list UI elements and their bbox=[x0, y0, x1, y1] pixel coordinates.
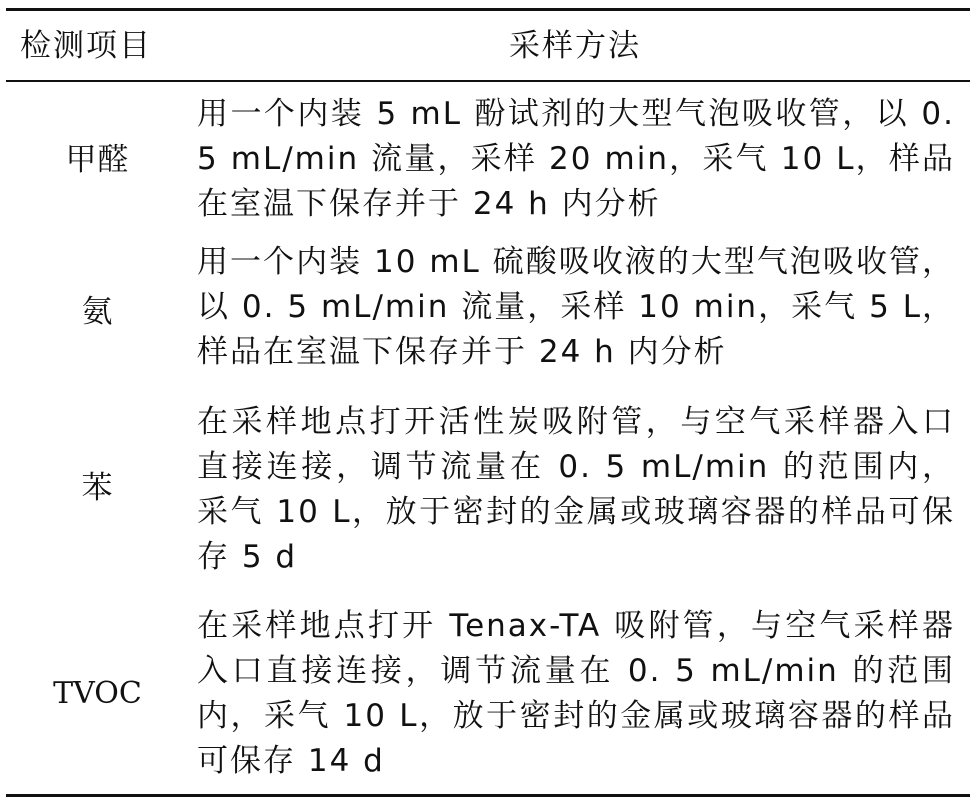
table-row-ammonia bbox=[0, 240, 976, 376]
header-method: 采样方法 bbox=[509, 28, 641, 64]
row-item: 氨 bbox=[81, 294, 114, 330]
row-method: 用一个内装 5 mL 酚试剂的大型气泡吸收管，以 0. 5 mL/min 流量，采样 20 min，采气 10 L，样品在室温下保存并于 24 h 内分析 bbox=[197, 96, 955, 222]
table-row-tvoc bbox=[0, 604, 976, 788]
table-top-rule bbox=[6, 8, 970, 11]
row-method: 在采样地点打开 Tenax-TA 吸附管，与空气采样器入口直接连接，调节流量在 0. 5 mL/min 的范围内，采气 10 L，放于密封的金属或玻璃容器的样品可保存 14 d bbox=[197, 608, 955, 779]
row-item: 苯 bbox=[81, 470, 114, 506]
row-item: 甲醛 bbox=[65, 142, 130, 178]
row-method: 在采样地点打开活性炭吸附管，与空气采样器入口直接连接，调节流量在 0. 5 mL/min 的范围内，采气 10 L，放于密封的金属或玻璃容器的样品可保存 5 d bbox=[197, 404, 955, 575]
row-method: 用一个内装 10 mL 硫酸吸收液的大型气泡吸收管，以 0. 5 mL/min 流量，采样 10 min，采气 5 L，样品在室温下保存并于 24 h 内分析 bbox=[197, 244, 955, 370]
table-row-benzene bbox=[0, 400, 976, 584]
header-item: 检测项目 bbox=[20, 28, 152, 64]
table-bottom-rule bbox=[6, 794, 970, 797]
table-row-formaldehyde bbox=[0, 92, 976, 228]
row-item: TVOC bbox=[53, 676, 142, 711]
header-rule bbox=[6, 80, 970, 82]
